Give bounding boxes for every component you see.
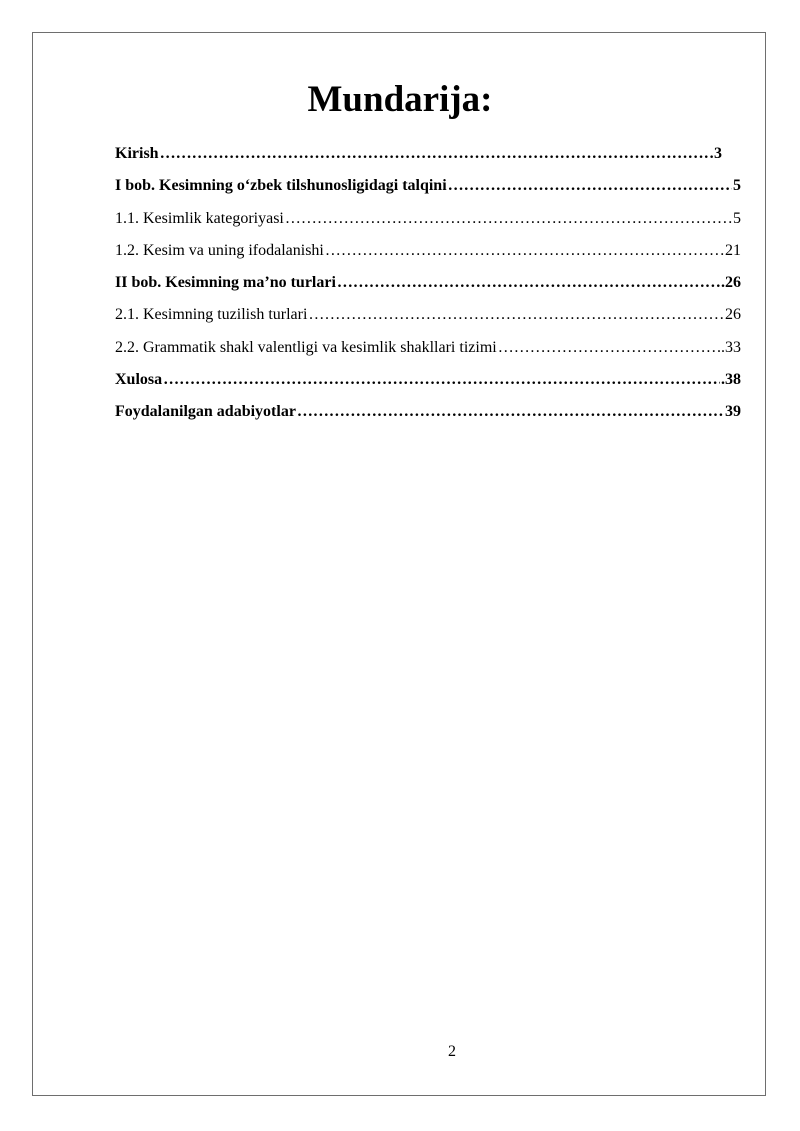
toc-entry-section-2-2[interactable]	[115, 334, 741, 366]
toc-entry-label: II bob. Kesimning ma’no turlari	[115, 274, 336, 292]
toc-entry-label: 1.1. Kesimlik kategoriyasi	[115, 209, 284, 227]
toc-entry-label: 1.2. Kesim va uning ifodalanishi	[115, 241, 324, 259]
toc-dot-leader	[325, 237, 724, 265]
toc-entry-xulosa[interactable]	[115, 366, 741, 398]
toc-dot-leader	[448, 172, 732, 200]
toc-entry-label: I bob. Kesimning o‘zbek tilshunosligidagi talqini	[115, 177, 447, 195]
toc-entry-label: 2.2. Grammatik shakl valentligi va kesimlik shakllari tizimi	[115, 338, 497, 356]
toc-entry-page: ..33	[717, 338, 741, 356]
toc-entry-label: Foydalanilgan adabiyotlar	[115, 403, 296, 421]
toc-dot-leader	[308, 301, 724, 329]
toc-entry-page: 5	[733, 209, 741, 227]
toc-entry-page: 39	[725, 403, 741, 421]
toc-entry-label: 2.1. Kesimning tuzilish turlari	[115, 306, 308, 324]
toc-entry-page: .38	[721, 371, 741, 389]
toc-entry-section-1-1[interactable]	[115, 205, 741, 237]
page-title: Mundarija:	[307, 79, 493, 120]
page-number: 2	[448, 1043, 456, 1060]
toc-entry-chapter-1[interactable]	[115, 172, 741, 204]
toc-entry-references[interactable]	[115, 398, 741, 430]
toc-entry-page: .26	[721, 274, 741, 292]
toc-entry-label: Xulosa	[115, 371, 163, 389]
toc-dot-leader	[297, 398, 724, 426]
toc-entry-page: 5	[733, 177, 741, 195]
toc-dot-leader	[163, 366, 720, 394]
toc-entry-page: 3	[714, 145, 722, 162]
toc-entry-page: 26	[725, 306, 741, 324]
table-of-contents	[115, 140, 741, 431]
toc-entry-kirish[interactable]	[115, 140, 722, 172]
toc-dot-leader	[285, 205, 732, 233]
toc-entry-section-1-2[interactable]	[115, 237, 741, 269]
toc-dot-leader	[498, 334, 716, 362]
toc-entry-chapter-2[interactable]	[115, 269, 741, 301]
toc-dot-leader	[160, 140, 713, 168]
toc-dot-leader	[337, 269, 720, 297]
toc-entry-label: Kirish	[115, 145, 159, 162]
toc-entry-page: 21	[725, 241, 741, 259]
toc-entry-section-2-1[interactable]	[115, 301, 741, 333]
